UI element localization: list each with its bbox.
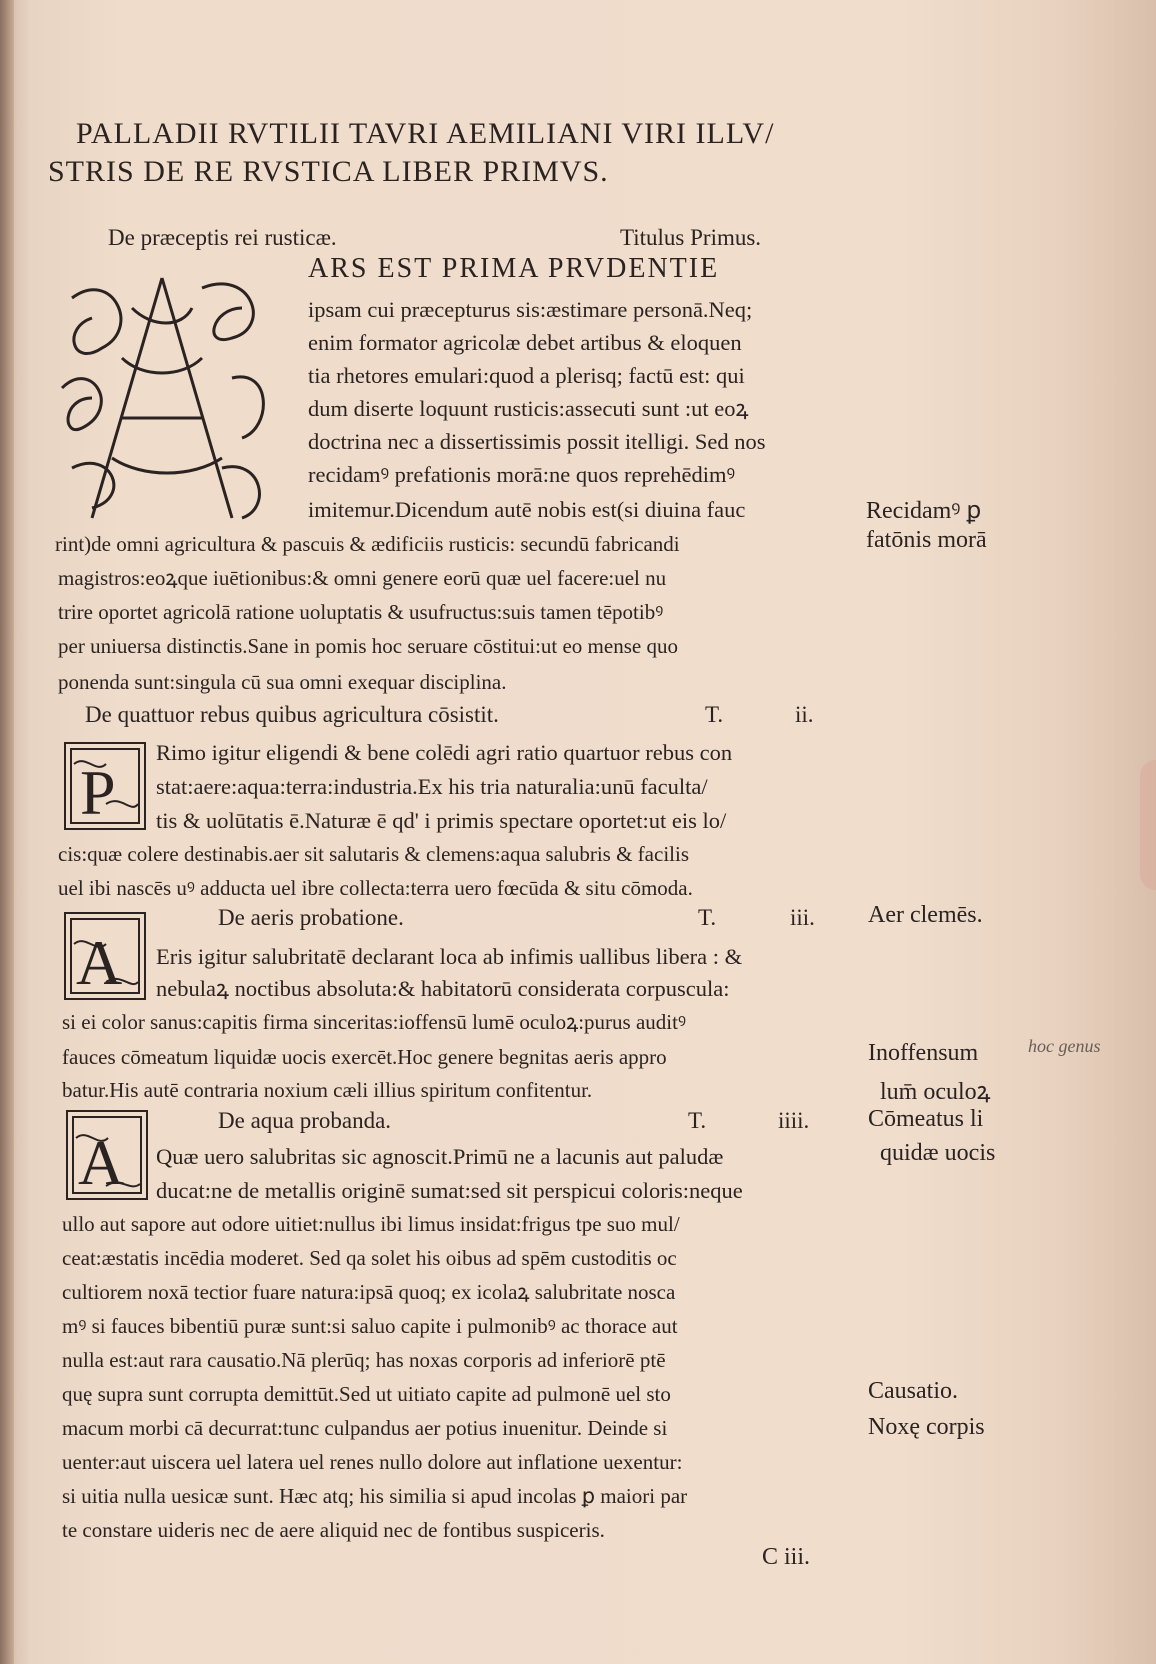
marginal-note: lum̄ oculoꝝ	[880, 1079, 991, 1105]
para3-line: fauces cōmeatum liquidæ uocis exercēt.Hoc genere begnitas aeris appro	[62, 1045, 667, 1069]
para1-line: ponenda sunt:singula cū sua omni exequar disciplina.	[58, 670, 507, 694]
ornament-a-aqua-icon	[68, 1112, 146, 1198]
para1-line: tia rhetores emulari:quod a plerisq; factū est: qui	[308, 363, 745, 388]
para4-line: te constare uideris nec de aere aliquid nec de fontibus suspiceris.	[62, 1518, 605, 1542]
para4-line: ullo aut sapore aut odore uitiet:nullus ibi limus insidat:frigus tpe suo mul/	[62, 1212, 680, 1236]
ornament-a-icon	[66, 914, 144, 998]
para2-line: uel ibi nascēs uꝰ adducta uel ibre collecta:terra uero fœcūda & situ cōmoda.	[58, 876, 693, 900]
marginal-note: Aer clemēs.	[868, 902, 983, 928]
opening-capitals: ARS EST PRIMA PRVDENTIE	[308, 253, 720, 284]
chapter-3-t: T.	[698, 905, 717, 930]
para1-line: per uniuersa distinctis.Sane in pomis hoc seruare cōstitui:ut eo mense quo	[58, 634, 678, 658]
para4-line: quę supra sunt corrupta demittūt.Sed ut uitiato capite ad pulmonē uel sto	[62, 1382, 671, 1406]
para4-line: cultiorem noxā tectior fuare natura:ipsā quoq; ex icolaꝝ salubritate nosca	[62, 1280, 676, 1304]
marginal-note: Causatio.	[868, 1378, 958, 1404]
chapter-3-heading: De aeris probatione.	[218, 905, 404, 930]
marginal-note: Inoffensum	[868, 1040, 979, 1066]
svg-text:A: A	[76, 927, 123, 998]
para1-line: dum diserte loquunt rusticis:assecuti sunt :ut eoꝝ	[308, 396, 749, 421]
chapter-3-number: iii.	[790, 905, 815, 930]
para4-line: mꝰ si fauces bibentiū puræ sunt:si saluo capite i pulmonibꝰ ac thorace aut	[62, 1314, 678, 1338]
ornament-initial-icon	[52, 268, 280, 526]
ornament-p-icon	[66, 744, 144, 828]
para3-line: si ei color sanus:capitis firma sinceritas:ioffensū lumē oculoꝝ:purus auditꝰ	[62, 1010, 686, 1034]
decorated-initial-a-aqua	[66, 1110, 148, 1200]
book-title	[48, 115, 868, 191]
handwritten-annotation: hoc genus	[1028, 1036, 1101, 1056]
chapter-4-number: iiii.	[778, 1108, 810, 1133]
chapter-2-number: ii.	[795, 702, 814, 727]
para3-line: nebulaꝝ noctibus absoluta:& habitatorū considerata corpuscula:	[156, 976, 730, 1001]
para1-line: magistros:eoꝝque iuētionibus:& omni genere eorū quæ uel facere:uel nu	[58, 566, 667, 590]
page-tab	[1140, 760, 1156, 890]
para1-line: rint)de omni agricultura & pascuis & ædificiis rusticis: secundū fabricandi	[55, 532, 680, 556]
title-line-2: STRIS DE RE RVSTICA LIBER PRIMVS.	[48, 155, 609, 188]
svg-text:P: P	[80, 757, 116, 828]
para4-line: ceat:æstatis incēdia moderet. Sed qa solet his oibus ad spēm custoditis oc	[62, 1246, 677, 1270]
para1-line: trire oportet agricolā ratione uoluptatis & usufructus:suis tamen tēpotibꝰ	[58, 600, 664, 624]
para4-line: si uitia nulla uesicæ sunt. Hæc atq; his similia si apud incolas ꝑ maiori par	[62, 1484, 688, 1508]
marginal-note: Noxę corpis	[868, 1414, 985, 1440]
marginal-note: fatōnis morā	[866, 527, 987, 553]
para2-line: cis:quæ colere destinabis.aer sit salutaris & clemens:aqua salubris & facilis	[58, 842, 689, 866]
decorated-initial-a-small	[64, 912, 146, 1000]
marginal-note: Recidamꝰ ꝑ	[866, 498, 982, 524]
chapter-4-t: T.	[688, 1108, 707, 1133]
chapter-2-heading: De quattuor rebus quibus agricultura cōsistit.	[85, 702, 499, 727]
para4-line: uenter:aut uiscera uel latera uel renes nullo dolore aut inflatione uexentur:	[62, 1450, 683, 1474]
para1-line: recidamꝰ prefationis morā:ne quos reprehēdimꝰ	[308, 462, 736, 487]
para3-line: batur.His autē contraria noxium cæli illius spiritum confitentur.	[62, 1078, 593, 1102]
chapter-1-number: Titulus Primus.	[620, 225, 762, 250]
para1-line: doctrina nec a dissertissimis possit itelligi. Sed nos	[308, 429, 766, 454]
para4-line: macum morbi cā decurrat:tunc culpandus aer potius inuenitur. Deinde si	[62, 1416, 668, 1440]
para2-line: stat:aere:aqua:terra:industria.Ex his tria naturalia:unū faculta/	[156, 774, 708, 799]
marginal-note: quidæ uocis	[880, 1140, 996, 1166]
chapter-4-heading: De aqua probanda.	[218, 1108, 392, 1133]
para3-line: Eris igitur salubritatē declarant loca ab infimis uallibus libera : &	[156, 944, 743, 969]
para2-line: Rimo igitur eligendi & bene colēdi agri ratio quartuor rebus con	[156, 740, 733, 765]
decorated-initial-p	[64, 742, 146, 830]
para1-line: ipsam cui præcepturus sis:æstimare personā.Neq;	[308, 297, 753, 322]
chapter-1-heading: De præceptis rei rusticæ.	[108, 225, 337, 250]
para4-line: ducat:ne de metallis originē sumat:sed sit perspicui coloris:neque	[156, 1178, 743, 1203]
chapter-2-t: T.	[705, 702, 724, 727]
signature-mark: C iii.	[762, 1544, 811, 1570]
title-line-1: PALLADII RVTILII TAVRI AEMILIANI VIRI ILLV/	[76, 117, 775, 150]
para4-line: Quæ uero salubritas sic agnoscit.Primū ne a lacunis aut paludæ	[156, 1144, 724, 1169]
decorated-initial-a	[52, 268, 280, 526]
marginal-note: Cōmeatus li	[868, 1106, 984, 1132]
para1-line: imitemur.Dicendum autē nobis est(si diuina fauc	[308, 497, 746, 522]
svg-text:A: A	[78, 1127, 125, 1198]
book-spine	[0, 0, 14, 1664]
para4-line: nulla est:aut rara causatio.Nā plerūq; has noxas corporis ad inferiorē ptē	[62, 1348, 666, 1372]
para1-line: enim formator agricolæ debet artibus & eloquen	[308, 330, 742, 355]
para2-line: tis & uolūtatis ē.Naturæ ē qd' i primis spectare oportet:ut eis lo/	[156, 808, 727, 833]
